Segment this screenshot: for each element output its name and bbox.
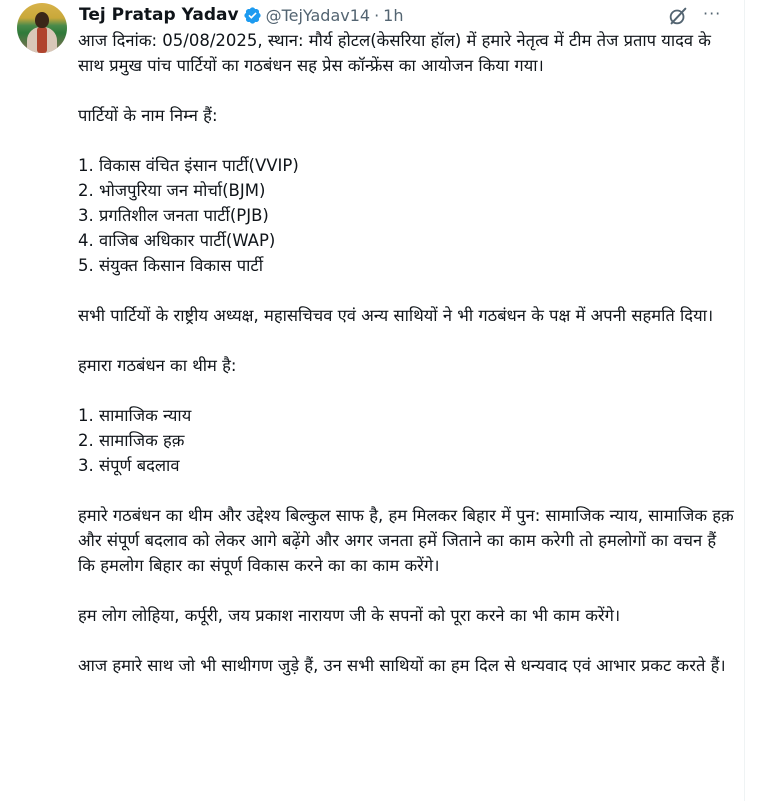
party-item: 4. वाजिब अधिकार पार्टी(WAP) [78,231,276,250]
theme-item: 1. सामाजिक न्याय [78,406,192,425]
tweet-timestamp[interactable]: 1h [383,5,404,25]
party-item: 2. भोजपुरिया जन मोर्चा(BJM) [78,181,266,200]
avatar-figure-scarf [37,27,47,53]
goal-paragraph: हमारे गठबंधन का थीम और उद्देश्य बिल्कुल साफ है, हम मिलकर बिहार में पुन: सामाजिक न्याय, सामाजिक हक़ और संपूर्ण बदलाव को लेकर आगे बढ़ेंगे और अगर जनता हमें जिताने का काम करेगी तो हमलोगों का वचन हैं कि हमलोग बिहार का संपूर्ण विकास करने का का काम करेंगे। [78,506,734,575]
theme-heading: हमारा गठबंधन का थीम है: [78,356,237,375]
consent-paragraph: सभी पार्टियों के राष्ट्रीय अध्यक्ष, महासचिचव एवं अन्य साथियों ने भी गठबंधन के पक्ष में अपनी सहमति दिया। [78,306,714,325]
tweet-text [78,28,738,703]
grok-icon[interactable] [667,5,689,27]
party-item: 1. विकास वंचित इंसान पार्टी(VVIP) [78,156,299,175]
party-item: 5. संयुक्त किसान विकास पार्टी [78,256,264,275]
themes-list [78,403,738,478]
parties-heading: पार्टियों के नाम निम्न हैं: [78,106,218,125]
author-handle[interactable]: @TejYadav14 [265,5,371,25]
theme-item: 2. सामाजिक हक़ [78,431,185,450]
thanks-paragraph: आज हमारे साथ जो भी साथीगण जुड़े हैं, उन सभी साथियों का हम दिल से धन्यवाद एवं आभार प्रकट करते हैं। [78,656,726,675]
separator-dot: · [374,5,380,25]
more-options-icon[interactable]: ··· [703,4,722,23]
dreams-paragraph: हम लोग लोहिया, कर्पूरी, जय प्रकाश नारायण जी के सपनों को पूरा करने का भी काम करेंगे। [78,606,621,625]
avatar-figure-head [35,12,49,28]
tweet-header [79,4,404,26]
party-item: 3. प्रगतिशील जनता पार्टी(PJB) [78,206,269,225]
author-display-name[interactable]: Tej Pratap Yadav [79,5,239,25]
theme-item: 3. संपूर्ण बदलाव [78,456,180,475]
parties-list [78,153,738,278]
avatar[interactable] [17,3,67,53]
verified-badge-icon[interactable] [243,6,262,25]
intro-paragraph: आज दिनांक: 05/08/2025, स्थान: मौर्य होटल(केसरिया हॉल) में हमारे नेतृत्व में टीम तेज प्रताप यादव के साथ प्रमुख पांच पार्टियों का गठबंधन सह प्रेस कॉन्फ्रेंस का आयोजन किया गया। [78,31,711,75]
timeline-border [744,0,745,801]
